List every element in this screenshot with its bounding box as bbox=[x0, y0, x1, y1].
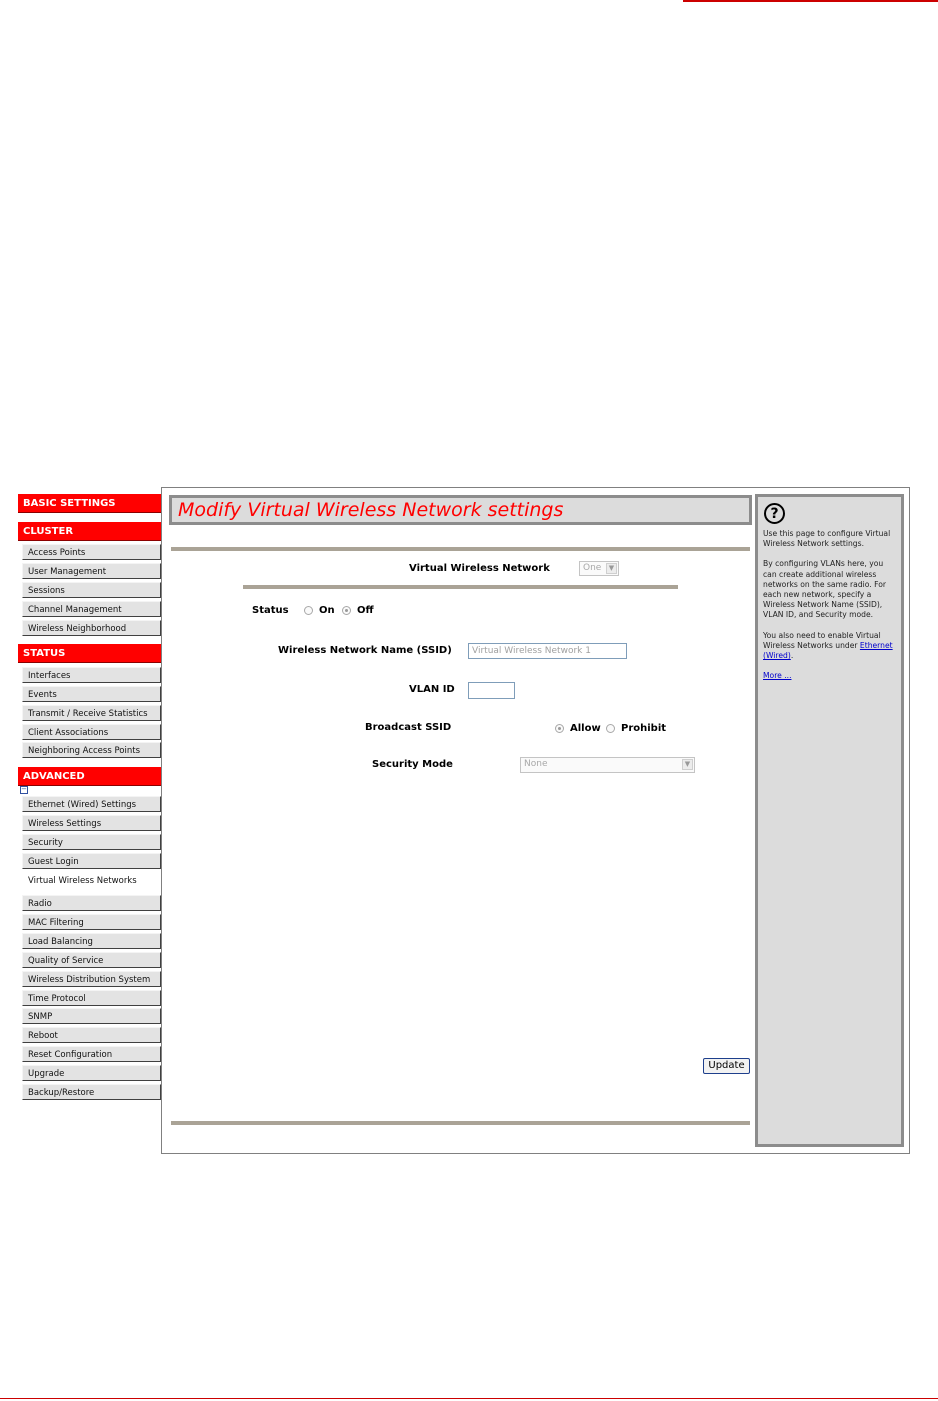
sidebar-item-mac-filtering[interactable]: MAC Filtering bbox=[22, 914, 161, 930]
vlan-id-label: VLAN ID bbox=[409, 684, 455, 695]
sidebar-item-virtual-wireless-networks[interactable]: Virtual Wireless Networks bbox=[22, 872, 161, 888]
sidebar-item-radio[interactable]: Radio bbox=[22, 895, 161, 911]
status-on-option[interactable] bbox=[304, 605, 335, 616]
sidebar-item-neighboring-access-points[interactable]: Neighboring Access Points bbox=[22, 742, 161, 758]
sidebar-item-wireless-distribution-system[interactable]: Wireless Distribution System bbox=[22, 971, 161, 987]
question-icon: ? bbox=[764, 503, 785, 524]
more-link[interactable]: More ... bbox=[763, 671, 792, 681]
page-bottom-rule bbox=[0, 1398, 938, 1399]
page-top-rule bbox=[683, 0, 938, 2]
sidebar-item-ethernet-wired-settings[interactable]: Ethernet (Wired) Settings bbox=[22, 796, 161, 812]
bottom-divider bbox=[171, 1121, 750, 1125]
sidebar-item-backup-restore[interactable]: Backup/Restore bbox=[22, 1084, 161, 1100]
sidebar-header-status[interactable]: STATUS bbox=[18, 644, 161, 663]
ssid-label: Wireless Network Name (SSID) bbox=[278, 645, 452, 656]
sidebar-item-channel-management[interactable]: Channel Management bbox=[22, 601, 161, 617]
status-label: Status bbox=[252, 605, 289, 616]
sidebar-item-time-protocol[interactable]: Time Protocol bbox=[22, 990, 161, 1006]
vwn-select-value: One bbox=[583, 563, 602, 573]
title-divider bbox=[171, 547, 750, 551]
update-button[interactable]: Update bbox=[703, 1058, 750, 1074]
security-mode-value: None bbox=[524, 759, 548, 769]
broadcast-prohibit-option[interactable] bbox=[606, 723, 666, 734]
help-paragraph-vlans: By configuring VLANs here, you can create additional wireless networks on the same radio. For each new network, specify a Wireless Network Name (SSID), VLAN ID, and Security mode. bbox=[763, 559, 886, 620]
sidebar-item-security[interactable]: Security bbox=[22, 834, 161, 850]
collapse-minus-icon[interactable]: − bbox=[21, 785, 27, 793]
ssid-input[interactable]: Virtual Wireless Network 1 bbox=[468, 643, 627, 659]
sidebar-header-cluster[interactable]: CLUSTER bbox=[18, 522, 161, 541]
broadcast-ssid-label: Broadcast SSID bbox=[365, 722, 452, 733]
sidebar-item-load-balancing[interactable]: Load Balancing bbox=[22, 933, 161, 949]
sidebar-item-user-management[interactable]: User Management bbox=[22, 563, 161, 579]
sidebar-item-upgrade[interactable]: Upgrade bbox=[22, 1065, 161, 1081]
sidebar-item-wireless-neighborhood[interactable]: Wireless Neighborhood bbox=[22, 620, 161, 636]
help-more-paragraph bbox=[763, 671, 897, 681]
chevron-down-icon: ▼ bbox=[606, 563, 617, 574]
status-off-label: Off bbox=[357, 605, 374, 616]
status-on-radio[interactable] bbox=[304, 606, 313, 615]
broadcast-prohibit-radio[interactable] bbox=[606, 724, 615, 733]
status-off-option[interactable] bbox=[342, 605, 374, 616]
security-mode-label: Security Mode bbox=[372, 759, 453, 770]
sidebar-item-reset-configuration[interactable]: Reset Configuration bbox=[22, 1046, 161, 1062]
sidebar-item-events[interactable]: Events bbox=[22, 686, 161, 702]
sidebar-item-guest-login[interactable]: Guest Login bbox=[22, 853, 161, 869]
vwn-select[interactable] bbox=[579, 561, 619, 576]
help-paragraph-enable bbox=[763, 631, 897, 662]
ethernet-wired-link[interactable]: Ethernet (Wired) bbox=[763, 640, 893, 661]
broadcast-prohibit-label: Prohibit bbox=[621, 723, 667, 734]
page-title: Modify Virtual Wireless Network settings bbox=[169, 495, 752, 525]
sidebar-item-client-associations[interactable]: Client Associations bbox=[22, 724, 161, 740]
security-mode-select[interactable] bbox=[520, 757, 695, 773]
chevron-down-icon: ▼ bbox=[682, 759, 693, 770]
sidebar-item-transmit-receive-statistics[interactable]: Transmit / Receive Statistics bbox=[22, 705, 161, 721]
help-text bbox=[763, 529, 897, 691]
sidebar-item-reboot[interactable]: Reboot bbox=[22, 1027, 161, 1043]
sidebar-header-advanced[interactable]: ADVANCED bbox=[18, 767, 161, 786]
broadcast-allow-option[interactable] bbox=[555, 723, 601, 734]
help-enable-period: . bbox=[790, 651, 794, 661]
help-paragraph-intro: Use this page to configure Virtual Wireless Network settings. bbox=[763, 529, 891, 549]
sidebar-item-wireless-settings[interactable]: Wireless Settings bbox=[22, 815, 161, 831]
vwn-divider bbox=[243, 585, 678, 589]
sidebar-item-interfaces[interactable]: Interfaces bbox=[22, 667, 161, 683]
sidebar-item-access-points[interactable]: Access Points bbox=[22, 544, 161, 560]
sidebar-item-sessions[interactable]: Sessions bbox=[22, 582, 161, 598]
status-on-label: On bbox=[319, 605, 335, 616]
sidebar-item-quality-of-service[interactable]: Quality of Service bbox=[22, 952, 161, 968]
sidebar-header-basic-settings[interactable]: BASIC SETTINGS bbox=[18, 494, 161, 513]
vlan-id-input[interactable] bbox=[468, 682, 515, 699]
help-panel bbox=[755, 494, 904, 1147]
status-off-radio[interactable] bbox=[342, 606, 351, 615]
sidebar-item-snmp[interactable]: SNMP bbox=[22, 1008, 161, 1024]
vwn-label: Virtual Wireless Network bbox=[409, 563, 550, 574]
help-enable-text: You also need to enable Virtual Wireless Networks under bbox=[763, 630, 881, 650]
broadcast-allow-radio[interactable] bbox=[555, 724, 564, 733]
broadcast-allow-label: Allow bbox=[570, 723, 601, 734]
